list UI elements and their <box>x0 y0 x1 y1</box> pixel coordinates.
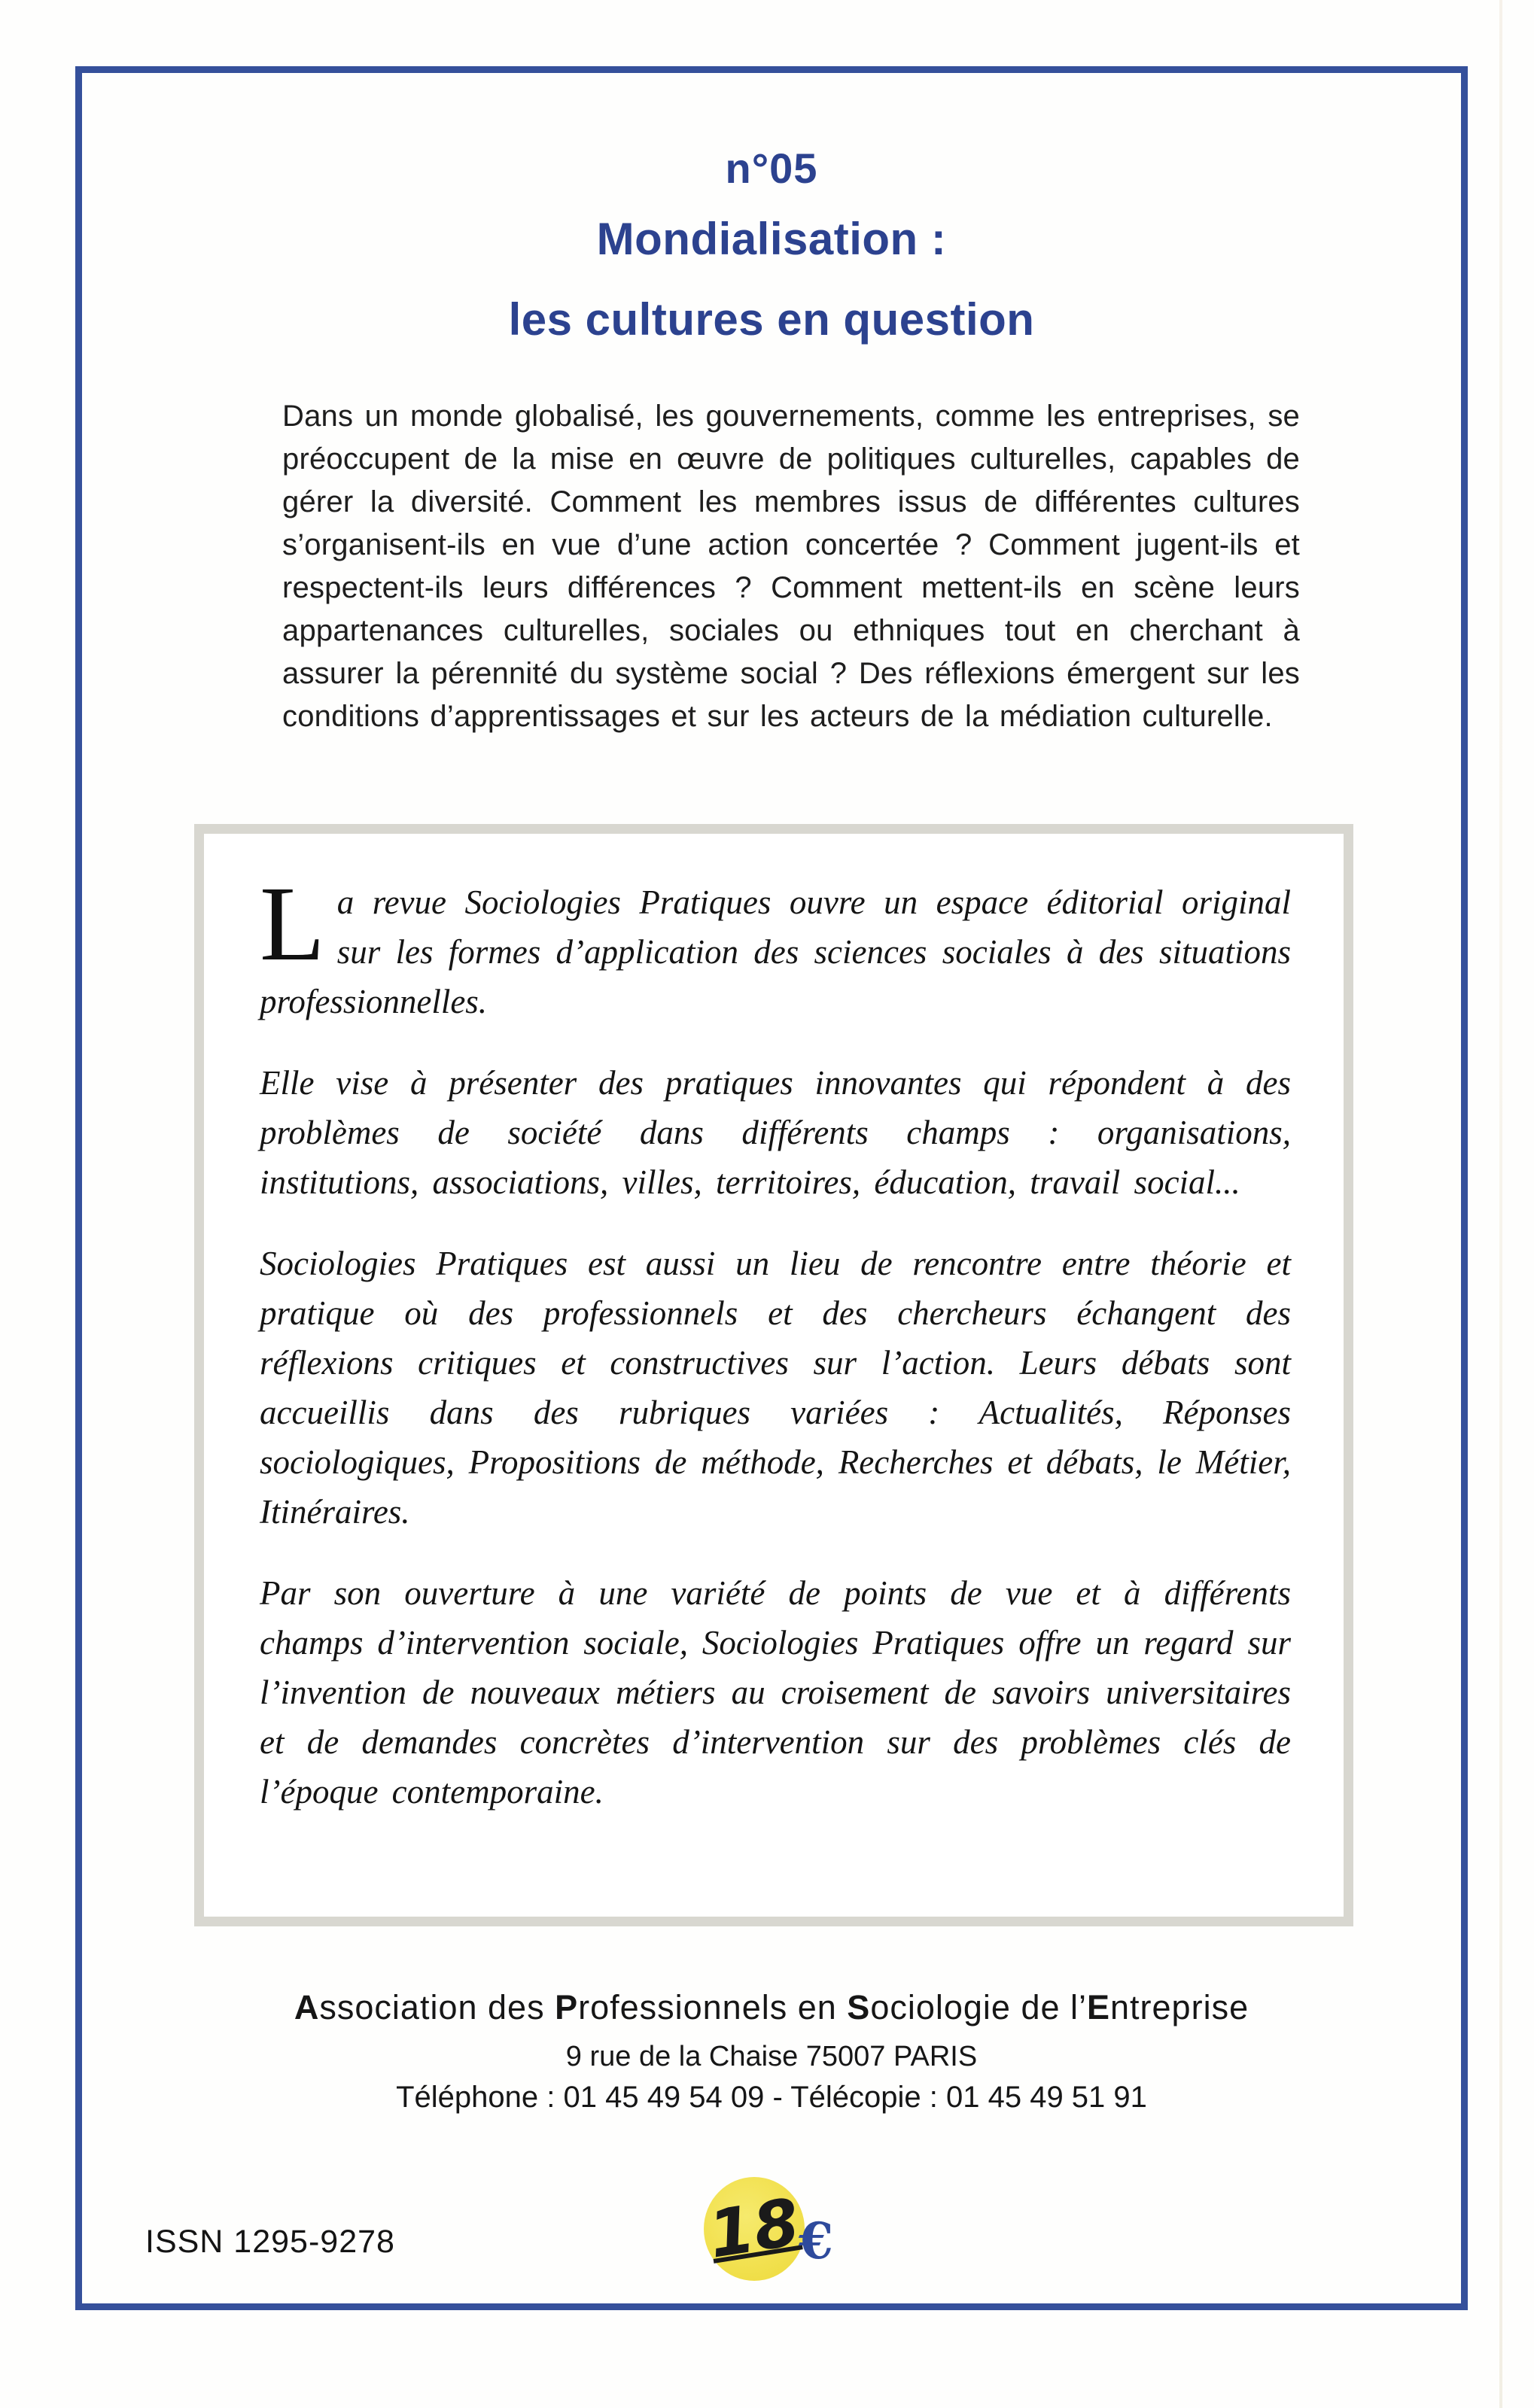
association-name <box>82 1988 1461 2027</box>
association-initial-A: A <box>294 1988 320 2026</box>
issue-number: n°05 <box>725 144 818 192</box>
association-initial-E: E <box>1087 1988 1111 2026</box>
box-paragraph-1 <box>260 864 1291 1026</box>
association-initial-S: S <box>847 1988 871 2026</box>
box-paragraph-4: Par son ouverture à une variété de points de vue et à différents champs d’intervention sociale, Sociologies Pratiques offre un regard sur l’invention de nouveaux métiers au croisement de savoirs universitaires et de demandes concrètes d’intervention sur des problèmes clés de l’époque contemporaine. <box>260 1574 1291 1811</box>
price-sticker <box>704 2177 805 2281</box>
title-line-1: Mondialisation : <box>596 214 947 264</box>
intro-paragraph: Dans un monde globalisé, les gouvernements, comme les entreprises, se préoccupent de la mise en œuvre de politiques culturelles, capables de gérer la diversité. Comment les membres issus de différentes cultures s’organisent-ils en vue d’une action concertée ? Comment jugent-ils et respectent-ils leurs différences ? Comment mettent-ils en scène leurs appartenances culturelles, sociales ou ethniques tout en cherchant à assurer la pérennité du système social ? Des réflexions émergent sur les conditions d’apprentissages et sur les acteurs de la médiation culturelle. <box>282 400 1300 733</box>
association-text-1: ssociation des <box>319 1988 555 2026</box>
association-text-3: ociologie de l’ <box>870 1988 1087 2026</box>
box-paragraph-1-text: a revue Sociologies Pratiques ouvre un espace éditorial original sur les formes d’application des sciences sociales à des situations professionnelles. <box>260 883 1291 1020</box>
editorial-presentation-box <box>194 824 1353 1926</box>
title-line-2: les cultures en question <box>508 294 1035 345</box>
box-paragraph-3: Sociologies Pratiques est aussi un lieu de rencontre entre théorie et pratique où des professionnels et des chercheurs échangent des réflexions critiques et constructives sur l’action. Leurs débats sont accueillis dans des rubriques variées : Actualités, Réponses sociologiques, Propositions de méthode, Recherches et débats, le Métier, Itinéraires. <box>260 1245 1291 1531</box>
drop-cap-L: L <box>260 864 325 983</box>
issn-number: ISSN 1295-9278 <box>145 2224 395 2260</box>
euro-sign: € <box>799 2212 833 2270</box>
scan-edge-artifact <box>1499 0 1502 2408</box>
association-text-2: rofessionnels en <box>578 1988 848 2026</box>
box-paragraph-2: Elle vise à présenter des pratiques innovantes qui répondent à des problèmes de société dans différents champs : organisations, institutions, associations, villes, territoires, éducation, travail social... <box>260 1064 1291 1201</box>
association-initial-P: P <box>555 1988 579 2026</box>
phone-fax-line: Téléphone : 01 45 49 54 09 - Télécopie : 01 45 49 51 91 <box>396 2081 1147 2114</box>
association-address: 9 rue de la Chaise 75007 PARIS <box>565 2041 978 2072</box>
price-amount: 18 <box>704 2185 805 2273</box>
cover-border-frame <box>75 66 1468 2310</box>
association-text-4: ntreprise <box>1110 1988 1249 2026</box>
